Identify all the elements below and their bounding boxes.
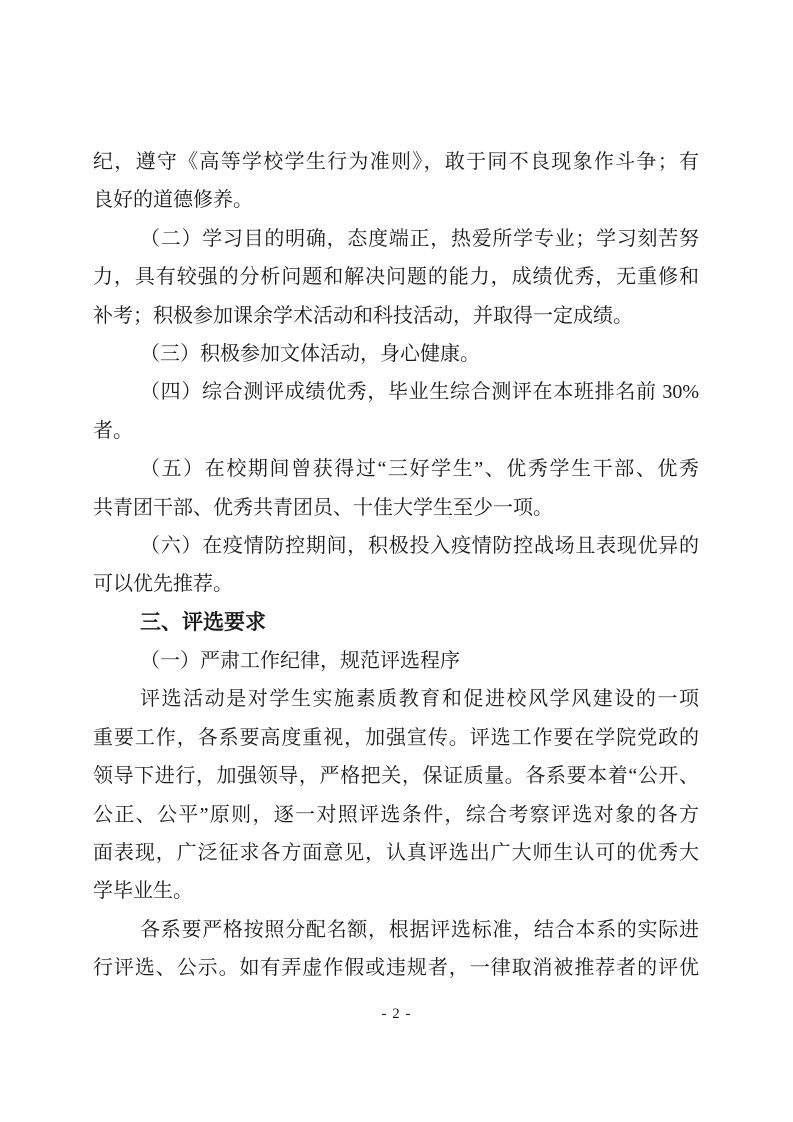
document-line: 各系要严格按照分配名额，根据评选标准，结合本系的实际进 [140,918,699,941]
document-line: 力，具有较强的分析问题和解决问题的能力，成绩优秀，无重修和 [93,266,699,289]
page-number: - 2 - [381,1006,412,1022]
document-body [93,143,699,988]
document-line: 者。 [93,419,133,442]
document-line: 评选活动是对学生实施素质教育和促进校风学风建设的一项 [140,688,699,711]
document-line: 行评选、公示。如有弄虚作假或违规者，一律取消被推荐者的评优 [93,957,699,980]
document-line: （四）综合测评成绩优秀，毕业生综合测评在本班排名前 30% [140,381,699,404]
document-line: 纪，遵守《高等学校学生行为准则》，敢于同不良现象作斗争；有 [93,151,699,173]
section-heading: 三、评选要求 [140,610,266,634]
document-line: 良好的道德修养。 [93,189,253,212]
document-line: 共青团干部、优秀共青团员、十佳大学生至少一项。 [93,496,553,519]
document-line: （五）在校期间曾获得过“三好学生”、优秀学生干部、优秀 [140,458,699,481]
document-line: 公正、公平”原则，逐一对照评选条件，综合考察评选对象的各方 [93,803,699,826]
document-line: 领导下进行，加强领导，严格把关，保证质量。各系要本着“公开、 [93,765,699,788]
document-line: （二）学习目的明确，态度端正，热爱所学专业；学习刻苦努 [140,227,699,250]
document-line: 重要工作，各系要高度重视，加强宣传。评选工作要在学院党政的 [93,726,699,749]
document-line: 可以优先推荐。 [93,573,233,596]
document-line: （三）积极参加文体活动，身心健康。 [140,342,480,365]
document-line: （一）严肃工作纪律，规范评选程序 [140,650,460,673]
document-line: 面表现，广泛征求各方面意见，认真评选出广大师生认可的优秀大 [93,842,699,865]
document-line: 补考；积极参加课余学术活动和科技活动，并取得一定成绩。 [93,304,633,327]
document-line: （六）在疫情防控期间，积极投入疫情防控战场且表现优异的 [140,534,699,557]
document-line: 学毕业生。 [93,880,193,903]
